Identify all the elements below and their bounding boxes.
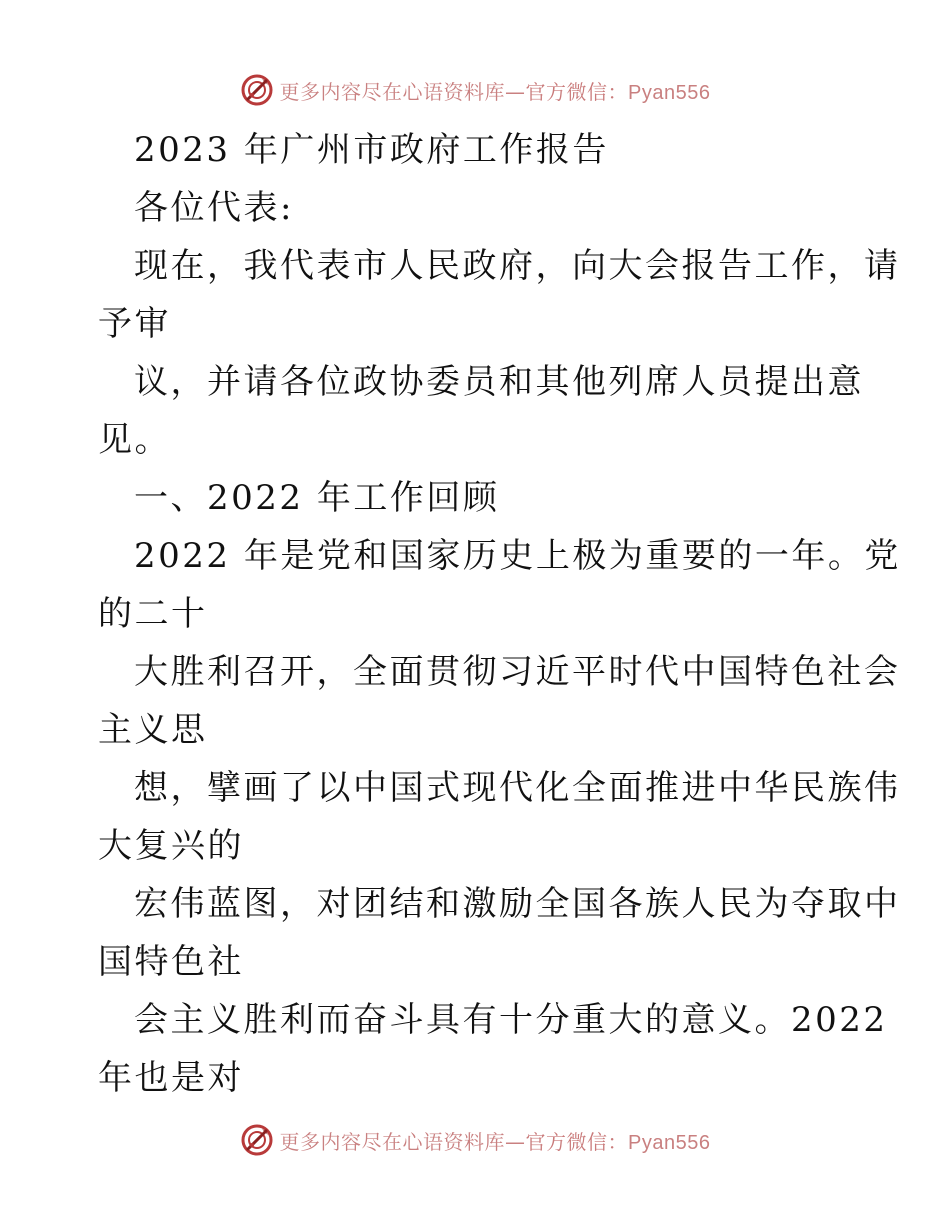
watermark-wechat-label: 官方微信： <box>525 1129 629 1154</box>
logo-icon <box>240 73 274 107</box>
watermark-text <box>280 1126 711 1155</box>
document-line: 各位代表: <box>134 188 294 228</box>
document-line: 大复兴的 <box>98 826 244 866</box>
document-line: 国特色社 <box>98 942 244 982</box>
document-line: 宏伟蓝图，对团结和激励全国各族人民为夺取中 <box>134 884 901 924</box>
document-line: 2022 年是党和国家历史上极为重要的一年。党 <box>134 536 901 576</box>
watermark-banner-top <box>0 70 950 110</box>
document-line: 会主义胜利而奋斗具有十分重大的意义。2022 <box>134 1000 888 1040</box>
watermark-banner-bottom <box>0 1120 950 1160</box>
watermark-wechat-label: 官方微信： <box>525 79 629 104</box>
document-line: 议，并请各位政协委员和其他列席人员提出意 <box>134 362 864 402</box>
document-line: 予审 <box>98 304 171 344</box>
document-line: 大胜利召开，全面贯彻习近平时代中国特色社会 <box>134 652 901 692</box>
document-title: 2023 年广州市政府工作报告 <box>134 130 609 170</box>
watermark-slogan: 更多内容尽在心语资料库— <box>279 79 526 104</box>
document-line: 现在，我代表市人民政府，向大会报告工作，请 <box>134 246 901 286</box>
watermark-slogan: 更多内容尽在心语资料库— <box>279 1129 526 1154</box>
document-line: 见。 <box>98 420 171 460</box>
watermark-wechat-id: Pyan556 <box>628 81 711 104</box>
document-line: 主义思 <box>98 710 208 750</box>
document-line: 年也是对 <box>98 1058 244 1098</box>
document-line: 的二十 <box>98 594 208 634</box>
document-line: 想，擘画了以中国式现代化全面推进中华民族伟 <box>134 768 901 808</box>
watermark-text <box>280 76 711 105</box>
logo-icon <box>240 1123 274 1157</box>
section-heading: 一、2022 年工作回顾 <box>134 478 500 518</box>
watermark-wechat-id: Pyan556 <box>628 1131 711 1154</box>
